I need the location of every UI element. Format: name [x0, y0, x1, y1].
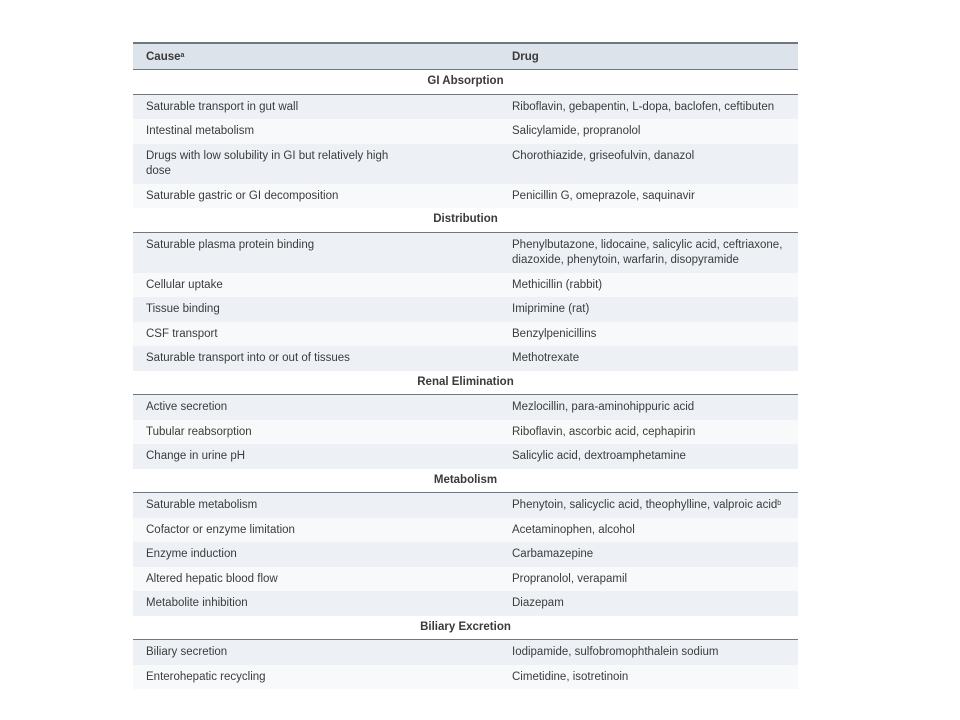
table-row [133, 119, 798, 144]
drug-cell [512, 498, 792, 513]
drug-cell [512, 189, 792, 204]
drug-cell [512, 238, 792, 268]
section-header-row [133, 371, 798, 396]
section-header-row [133, 208, 798, 233]
drug-text: Diazepam [512, 597, 564, 609]
cause-cell: Saturable plasma protein binding [146, 238, 315, 251]
drug-text: Benzylpenicillins [512, 327, 597, 340]
table-row [133, 518, 798, 543]
table-row [133, 297, 798, 322]
table-row [133, 95, 798, 120]
drug-cell [512, 100, 792, 115]
section-title: Biliary Excretion [420, 620, 511, 633]
drug-cell [512, 449, 792, 464]
table-row [133, 665, 798, 690]
cause-cell: Saturable transport into or out of tissues [146, 352, 350, 364]
drug-cell [512, 327, 792, 342]
drug-text: Methotrexate [512, 352, 580, 364]
table-row [133, 144, 798, 184]
drug-text: Penicillin G, omeprazole, saquinavir [512, 189, 695, 202]
table-row [133, 542, 798, 567]
drug-text: Mezlocillin, para-aminohippuric acid [512, 401, 695, 413]
drug-cell [512, 547, 792, 562]
cause-cell: Change in urine pH [146, 450, 246, 462]
drug-cell [512, 645, 792, 660]
drug-cell [512, 670, 792, 685]
cause-cell: Drugs with low solubility in GI but relatively high dose [146, 149, 389, 177]
table-row [133, 184, 798, 209]
section-header-row [133, 616, 798, 641]
cause-cell: Enterohepatic recycling [146, 670, 266, 683]
drug-cell [512, 572, 792, 587]
drug-text: Methicillin (rabbit) [512, 278, 603, 291]
drug-cell [512, 351, 792, 366]
drug-cell [512, 302, 792, 317]
cause-cell: Tubular reabsorption [146, 425, 252, 438]
column-header-cause: Cause$^a$ [146, 51, 185, 63]
table-row [133, 444, 798, 469]
drug-text: Salicylic acid, dextroamphetamine [512, 450, 686, 462]
column-header-drug: Drug [512, 51, 539, 63]
drug-cell [512, 400, 792, 415]
cause-cell: Cellular uptake [146, 278, 223, 291]
cause-cell: Saturable transport in gut wall [146, 100, 299, 113]
drug-text: Acetaminophen, alcohol [512, 523, 635, 536]
drug-text: Iodipamide, sulfobromophthalein sodium [512, 646, 719, 658]
cause-cell: Saturable metabolism [146, 499, 258, 511]
cause-cell: Tissue binding [146, 303, 220, 315]
table-row [133, 346, 798, 371]
footnote-marker-a: a [180, 52, 185, 59]
section-title: Metabolism [433, 473, 498, 486]
drug-text: Salicylamide, propranolol [512, 125, 641, 137]
drug-text: Chorothiazide, griseofulvin, danazol [512, 149, 695, 162]
section-title: GI Absorption [427, 75, 504, 87]
drug-text: Phenytoin, salicyclic acid, theophylline, valproic acid [512, 499, 778, 511]
drug-cell [512, 124, 792, 139]
table-row [133, 273, 798, 298]
section-header-row [133, 70, 798, 95]
cause-cell: Cofactor or enzyme limitation [146, 523, 295, 536]
cause-cell: Metabolite inhibition [146, 597, 248, 609]
table-header-row [133, 42, 798, 70]
section-title: Distribution [433, 213, 498, 225]
drug-text: Riboflavin, ascorbic acid, cephapirin [512, 425, 696, 438]
drug-text: Phenylbutazone, lidocaine, salicylic acid, ceftriaxone, diazoxide, phenytoin, warfarin, disopyramide [512, 238, 783, 266]
drug-text: Riboflavin, gebapentin, L-dopa, baclofen, ceftibuten [512, 100, 775, 113]
table-row [133, 640, 798, 665]
table-row [133, 567, 798, 592]
drug-cell [512, 523, 792, 538]
drug-text: Propranolol, verapamil [512, 572, 628, 585]
drug-text: Cimetidine, isotretinoin [512, 670, 629, 683]
table-row [133, 395, 798, 420]
drug-cell [512, 149, 792, 164]
table-row [133, 493, 798, 518]
drug-cell [512, 596, 792, 611]
cause-cell: Enzyme induction [146, 548, 237, 560]
table-row [133, 591, 798, 616]
cause-cell: CSF transport [146, 327, 218, 340]
section-title: Renal Elimination [417, 375, 514, 388]
section-header-row [133, 469, 798, 494]
table-row [133, 420, 798, 445]
drug-text: Carbamazepine [512, 548, 594, 560]
drug-cell [512, 425, 792, 440]
cause-cell: Altered hepatic blood flow [146, 572, 278, 585]
drug-nonlinearity-table [133, 42, 798, 689]
cause-cell: Biliary secretion [146, 646, 228, 658]
table-body [133, 70, 798, 689]
drug-text: Imiprimine (rat) [512, 303, 590, 315]
table-row [133, 322, 798, 347]
table-row [133, 233, 798, 273]
cause-cell: Active secretion [146, 401, 228, 413]
cause-cell: Saturable gastric or GI decomposition [146, 189, 339, 202]
cause-cell: Intestinal metabolism [146, 125, 255, 137]
footnote-marker-b: b [777, 500, 782, 507]
drug-cell [512, 278, 792, 293]
